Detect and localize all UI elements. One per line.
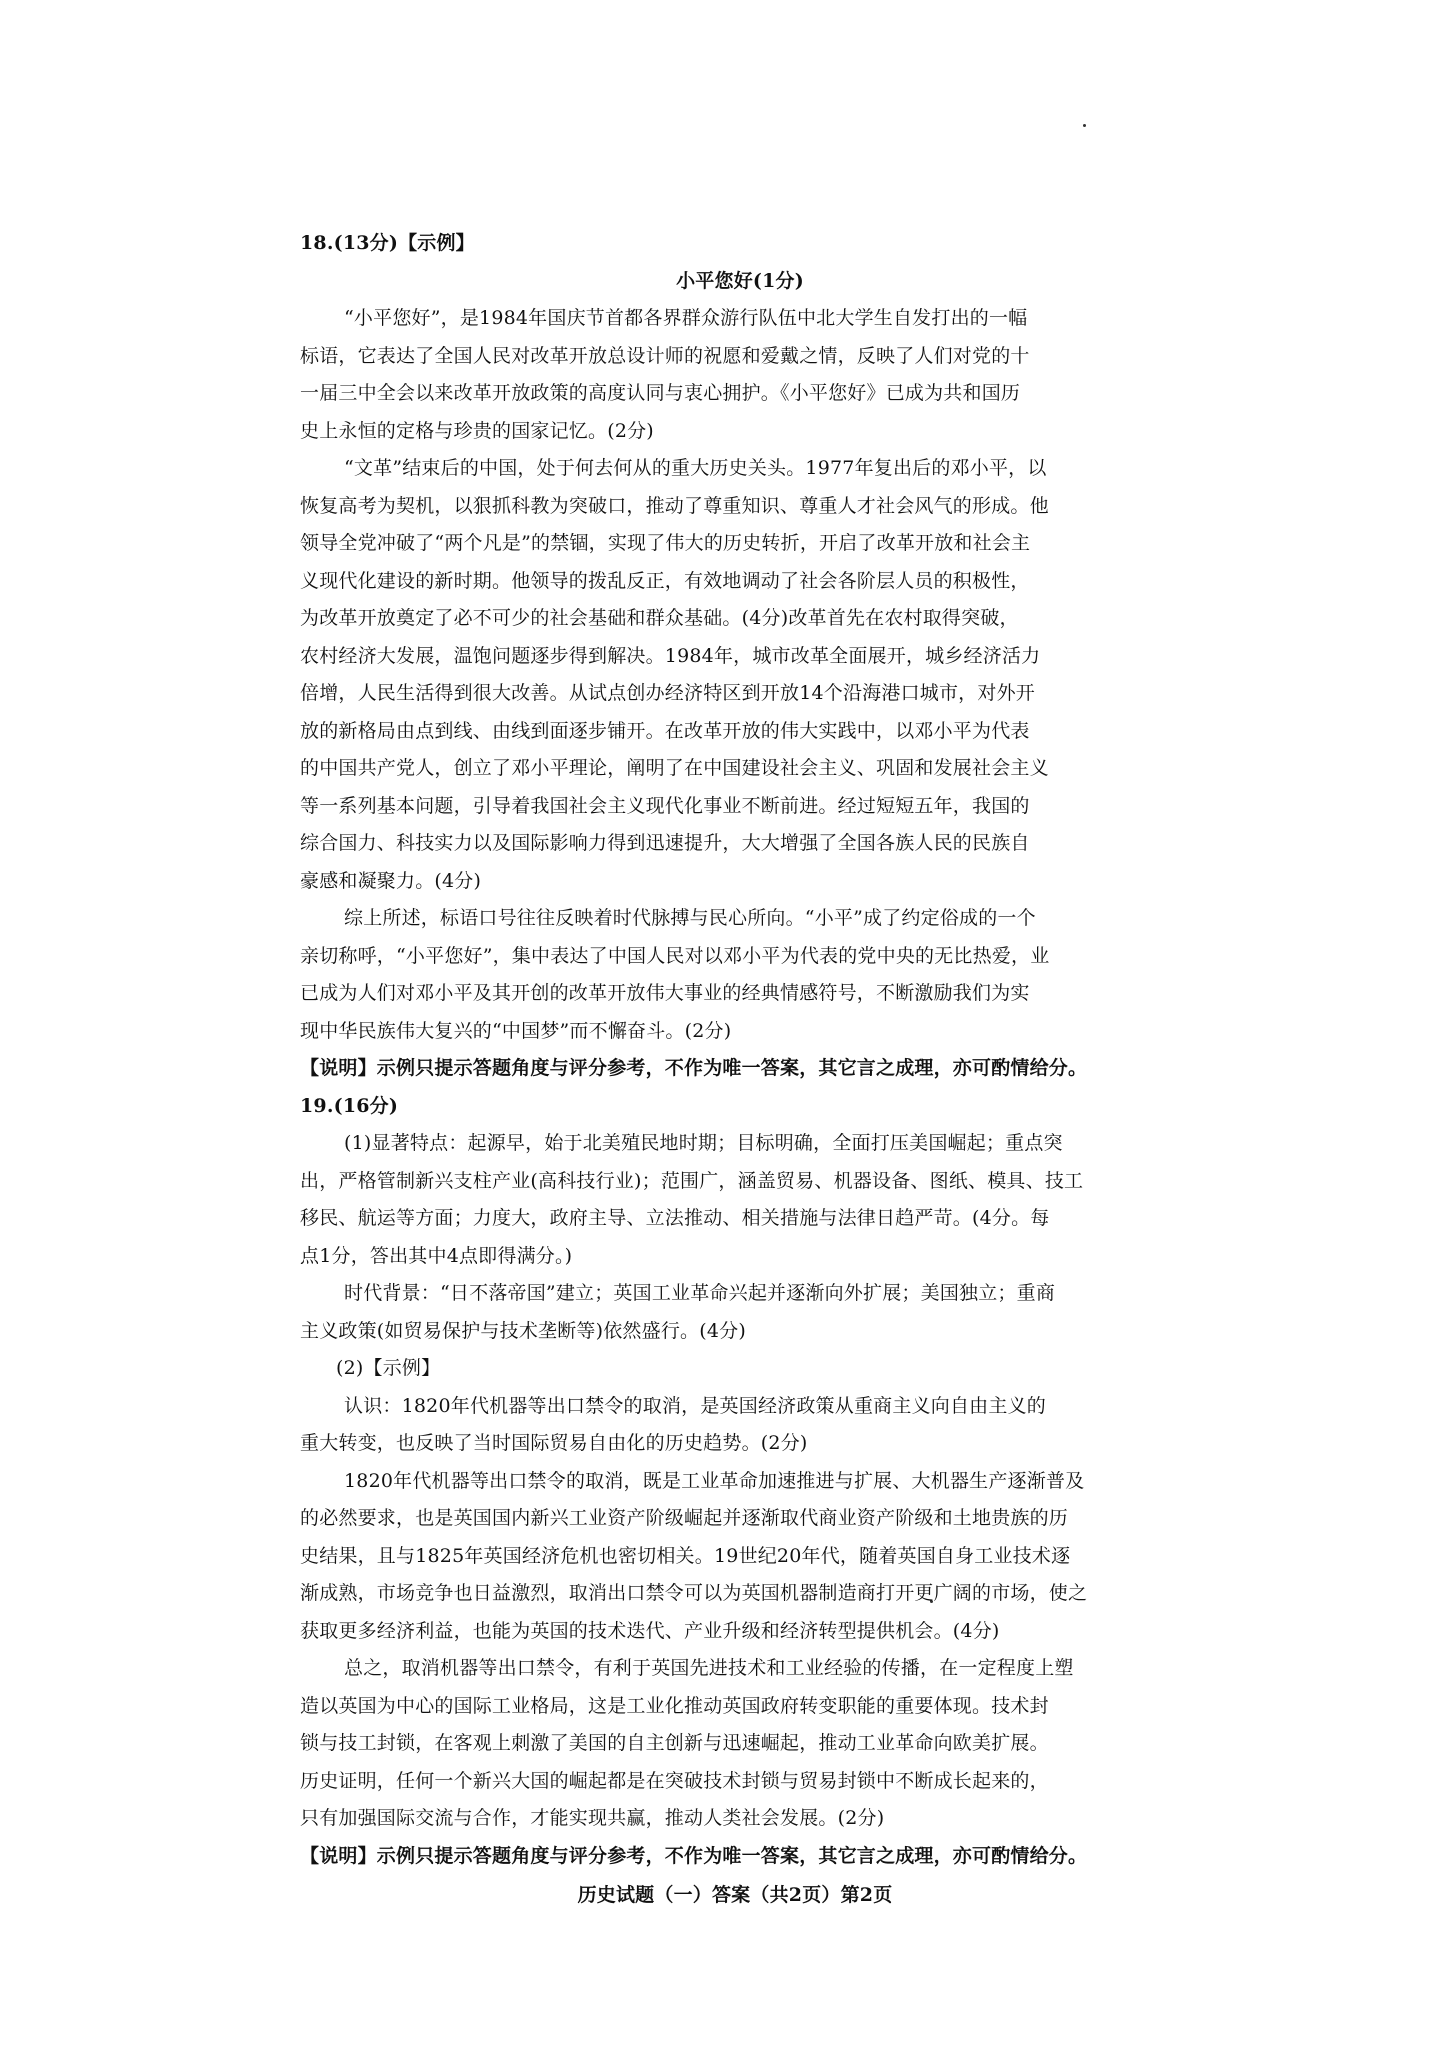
paragraph-line: 的中国共产党人，创立了邓小平理论，阐明了在中国建设社会主义、巩固和发展社会主义 xyxy=(300,757,1049,779)
paragraph-line: 史上永恒的定格与珍贵的国家记忆。(2分) xyxy=(300,419,654,442)
paragraph-line: 等一系列基本问题，引导着我国社会主义现代化事业不断前进。经过短短五年，我国的 xyxy=(300,794,1030,817)
paragraph-line: 农村经济大发展，温饱问题逐步得到解决。1984年，城市改革全面展开，城乡经济活力 xyxy=(300,644,1041,667)
paragraph-line: 标语，它表达了全国人民对改革开放总设计师的祝愿和爱戴之情，反映了人们对党的十 xyxy=(300,344,1030,367)
paragraph-line: 综合国力、科技实力以及国际影响力得到迅速提升，大大增强了全国各族人民的民族自 xyxy=(300,832,1030,854)
question-19-header: 19.(16分) xyxy=(300,1094,399,1117)
paragraph-line: (1)显著特点：起源早，始于北美殖民地时期；目标明确，全面打压美国崛起；重点突 xyxy=(344,1132,1063,1154)
answer-page xyxy=(300,225,1140,1915)
paragraph-line: 的必然要求，也是英国国内新兴工业资产阶级崛起并逐渐取代商业资产阶级和土地贵族的历 xyxy=(300,1507,1069,1529)
question-18-note: 【说明】示例只提示答题角度与评分参考，不作为唯一答案，其它言之成理，亦可酌情给分。 xyxy=(300,1057,1088,1079)
paragraph-line: 移民、航运等方面；力度大，政府主导、立法推动、相关措施与法律日趋严苛。(4分。每 xyxy=(300,1207,1050,1229)
paragraph-line: 时代背景：“日不落帝国”建立；英国工业革命兴起并逐渐向外扩展；美国独立；重商 xyxy=(344,1282,1056,1304)
paragraph-line: 获取更多经济利益，也能为英国的技术迭代、产业升级和经济转型提供机会。(4分) xyxy=(300,1619,1000,1642)
question-19-note: 【说明】示例只提示答题角度与评分参考，不作为唯一答案，其它言之成理，亦可酌情给分。 xyxy=(300,1844,1088,1867)
paragraph-line: 豪感和凝聚力。(4分) xyxy=(300,869,482,892)
paragraph-line: “文革”结束后的中国，处于何去何从的重大历史关头。1977年复出后的邓小平，以 xyxy=(344,457,1047,479)
paragraph-line: 出，严格管制新兴支柱产业(高科技行业)；范围广，涵盖贸易、机器设备、图纸、模具、技工 xyxy=(300,1169,1084,1192)
page-footer: 历史试题（一）答案（共2页）第2页 xyxy=(577,1884,893,1906)
paragraph-line: 点1分，答出其中4点即得满分。) xyxy=(300,1244,573,1267)
paragraph-line: 重大转变，也反映了当时国际贸易自由化的历史趋势。(2分) xyxy=(300,1432,808,1454)
question-18-header: 18.(13分)【示例】 xyxy=(300,232,475,254)
paragraph-line: 已成为人们对邓小平及其开创的改革开放伟大事业的经典情感符号，不断激励我们为实 xyxy=(300,982,1030,1004)
paragraph-line: 1820年代机器等出口禁令的取消，既是工业革命加速推进与扩展、大机器生产逐渐普及 xyxy=(344,1469,1085,1492)
paragraph-line: 只有加强国际交流与合作，才能实现共赢，推动人类社会发展。(2分) xyxy=(300,1807,885,1829)
paragraph-line: 综上所述，标语口号往往反映着时代脉搏与民心所向。“小平”成了约定俗成的一个 xyxy=(344,907,1036,929)
paragraph-line: 放的新格局由点到线、由线到面逐步铺开。在改革开放的伟大实践中，以邓小平为代表 xyxy=(300,719,1030,742)
subquestion-2-header: (2)【示例】 xyxy=(336,1357,441,1379)
paragraph-line: 渐成熟，市场竞争也日益激烈，取消出口禁令可以为英国机器制造商打开更广阔的市场，使之 xyxy=(300,1582,1088,1604)
paragraph-line: 领导全党冲破了“两个凡是”的禁锢，实现了伟大的历史转折，开启了改革开放和社会主 xyxy=(300,532,1031,554)
paragraph-line: 为改革开放奠定了必不可少的社会基础和群众基础。(4分)改革首先在农村取得突破， xyxy=(300,607,1019,629)
question-18-title: 小平您好(1分) xyxy=(676,269,804,292)
paragraph-line: 锁与技工封锁，在客观上刺激了美国的自主创新与迅速崛起，推动工业革命向欧美扩展。 xyxy=(300,1732,1049,1754)
paragraph-line: 恢复高考为契机，以狠抓科教为突破口，推动了尊重知识、尊重人才社会风气的形成。他 xyxy=(300,494,1049,517)
paragraph-line: 倍增，人民生活得到很大改善。从试点创办经济特区到开放14个沿海港口城市，对外开 xyxy=(300,682,1035,704)
paragraph-line: 总之，取消机器等出口禁令，有利于英国先进技术和工业经验的传播，在一定程度上塑 xyxy=(344,1657,1074,1679)
paragraph-line: 一届三中全会以来改革开放政策的高度认同与衷心拥护。《小平您好》已成为共和国历 xyxy=(300,382,1021,404)
paragraph-line: 亲切称呼，“小平您好”，集中表达了中国人民对以邓小平为代表的党中央的无比热爱，业 xyxy=(300,944,1050,967)
paragraph-line: 历史证明，任何一个新兴大国的崛起都是在突破技术封锁与贸易封锁中不断成长起来的， xyxy=(300,1769,1049,1792)
paragraph-line: 现中华民族伟大复兴的“中国梦”而不懈奋斗。(2分) xyxy=(300,1019,732,1042)
scan-speck xyxy=(1083,124,1086,127)
paragraph-line: 造以英国为中心的国际工业格局，这是工业化推动英国政府转变职能的重要体现。技术封 xyxy=(300,1694,1049,1717)
paragraph-line: 义现代化建设的新时期。他领导的拨乱反正，有效地调动了社会各阶层人员的积极性， xyxy=(300,569,1030,592)
paragraph-line: “小平您好”，是1984年国庆节首都各界群众游行队伍中北大学生自发打出的一幅 xyxy=(344,307,1028,329)
paragraph-line: 认识：1820年代机器等出口禁令的取消，是英国经济政策从重商主义向自由主义的 xyxy=(344,1394,1046,1417)
paragraph-line: 主义政策(如贸易保护与技术垄断等)依然盛行。(4分) xyxy=(300,1319,746,1342)
paragraph-line: 史结果，且与1825年英国经济危机也密切相关。19世纪20年代，随着英国自身工业技术逐 xyxy=(300,1544,1071,1567)
